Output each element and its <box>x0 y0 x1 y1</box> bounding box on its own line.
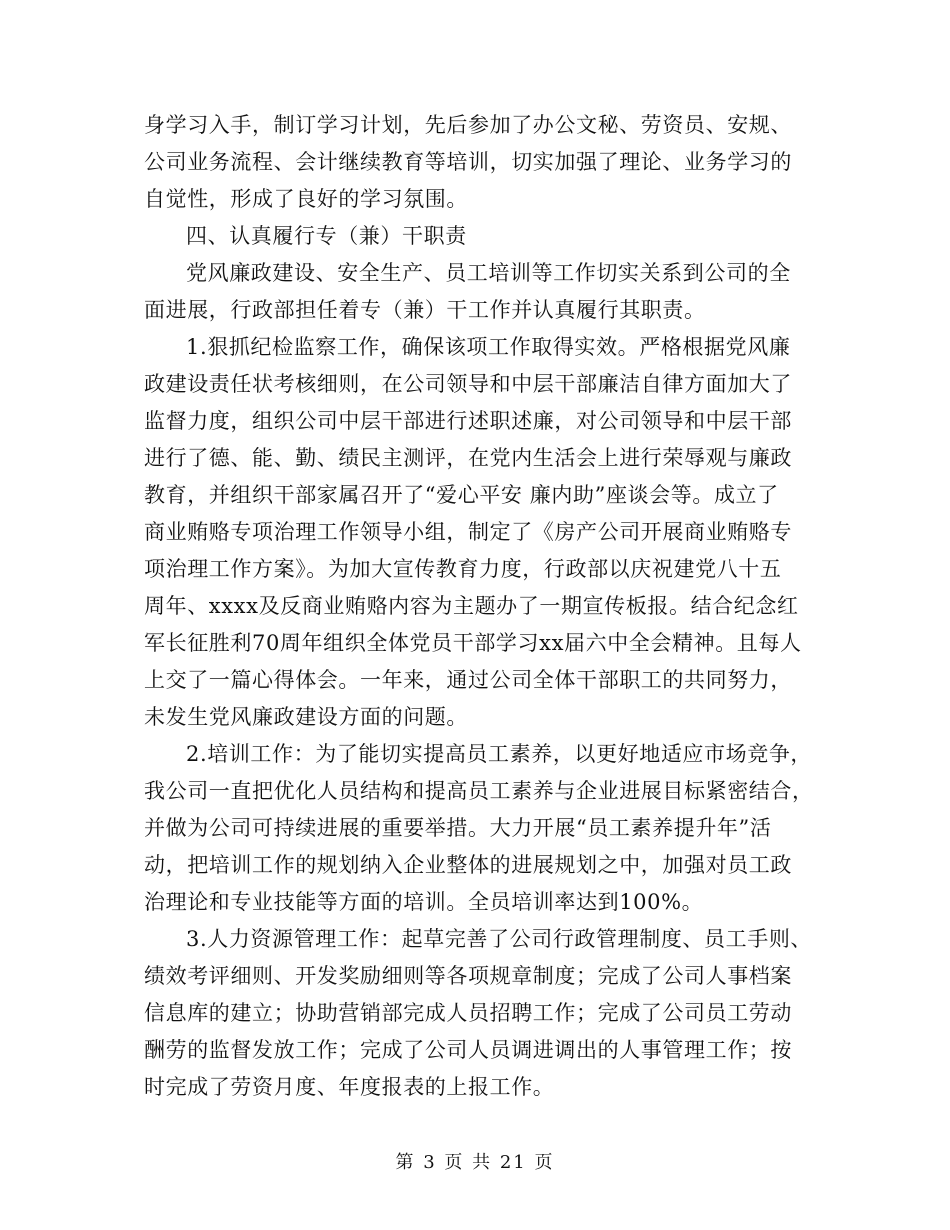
body-text-line: 公司业务流程、会计继续教育等培训，切实加强了理论、业务学习的 <box>144 150 792 174</box>
body-text-line: 教育，并组织干部家属召开了“爱心平安 廉内助”座谈会等。成立了 <box>144 483 779 507</box>
page-number-footer: 第 3 页 共 21 页 <box>395 1152 555 1173</box>
body-text-line: 上交了一篇心得体会。一年来，通过公司全体干部职工的共同努力， <box>144 668 792 692</box>
body-text-line: 2.培训工作：为了能切实提高员工素养，以更好地适应市场竞争， <box>186 742 813 766</box>
section-heading: 四、认真履行专（兼）干职责 <box>186 224 467 248</box>
body-text-line: 自觉性，形成了良好的学习氛围。 <box>144 187 468 211</box>
body-text-line: 政建设责任状考核细则，在公司领导和中层干部廉洁自律方面加大了 <box>144 372 792 396</box>
body-text-line: 周年、xxxx及反商业贿赂内容为主题办了一期宣传板报。结合纪念红 <box>144 594 799 618</box>
body-text-line: 绩效考评细则、开发奖励细则等各项规章制度；完成了公司人事档案 <box>144 964 792 988</box>
body-text-line: 我公司一直把优化人员结构和提高员工素养与企业进展目标紧密结合， <box>144 779 814 803</box>
body-text-line: 进行了德、能、勤、绩民主测评，在党内生活会上进行荣辱观与廉政 <box>144 446 792 470</box>
body-text-line: 信息库的建立；协助营销部完成人员招聘工作；完成了公司员工劳动 <box>144 1001 792 1025</box>
body-text-line: 党风廉政建设、安全生产、员工培训等工作切实关系到公司的全 <box>186 261 791 285</box>
body-text-line: 时完成了劳资月度、年度报表的上报工作。 <box>144 1075 555 1099</box>
body-text-line: 商业贿赂专项治理工作领导小组，制定了《房产公司开展商业贿赂专 <box>144 520 792 544</box>
body-text-line: 面进展，行政部担任着专（兼）干工作并认真履行其职责。 <box>144 298 706 322</box>
body-text-line: 并做为公司可持续进展的重要举措。大力开展“员工素养提升年”活 <box>144 816 772 840</box>
body-text-line: 军长征胜利70周年组织全体党员干部学习xx届六中全会精神。且每人 <box>144 631 802 655</box>
body-text-line: 动，把培训工作的规划纳入企业整体的进展规划之中，加强对员工政 <box>144 853 792 877</box>
body-text-line: 1.狠抓纪检监察工作，确保该项工作取得实效。严格根据党风廉 <box>186 335 791 359</box>
body-text-line: 项治理工作方案》。为加大宣传教育力度，行政部以庆祝建党八十五 <box>144 557 782 581</box>
body-text-line: 治理论和专业技能等方面的培训。全员培训率达到100%。 <box>144 890 704 914</box>
body-text-line: 监督力度，组织公司中层干部进行述职述廉，对公司领导和中层干部 <box>144 409 792 433</box>
body-text-line: 3.人力资源管理工作：起草完善了公司行政管理制度、员工手则、 <box>186 927 813 951</box>
body-text-line: 酬劳的监督发放工作；完成了公司人员调进调出的人事管理工作；按 <box>144 1038 792 1062</box>
body-text-line: 未发生党风廉政建设方面的问题。 <box>144 705 468 729</box>
body-text-line: 身学习入手，制订学习计划，先后参加了办公文秘、劳资员、安规、 <box>144 113 792 137</box>
